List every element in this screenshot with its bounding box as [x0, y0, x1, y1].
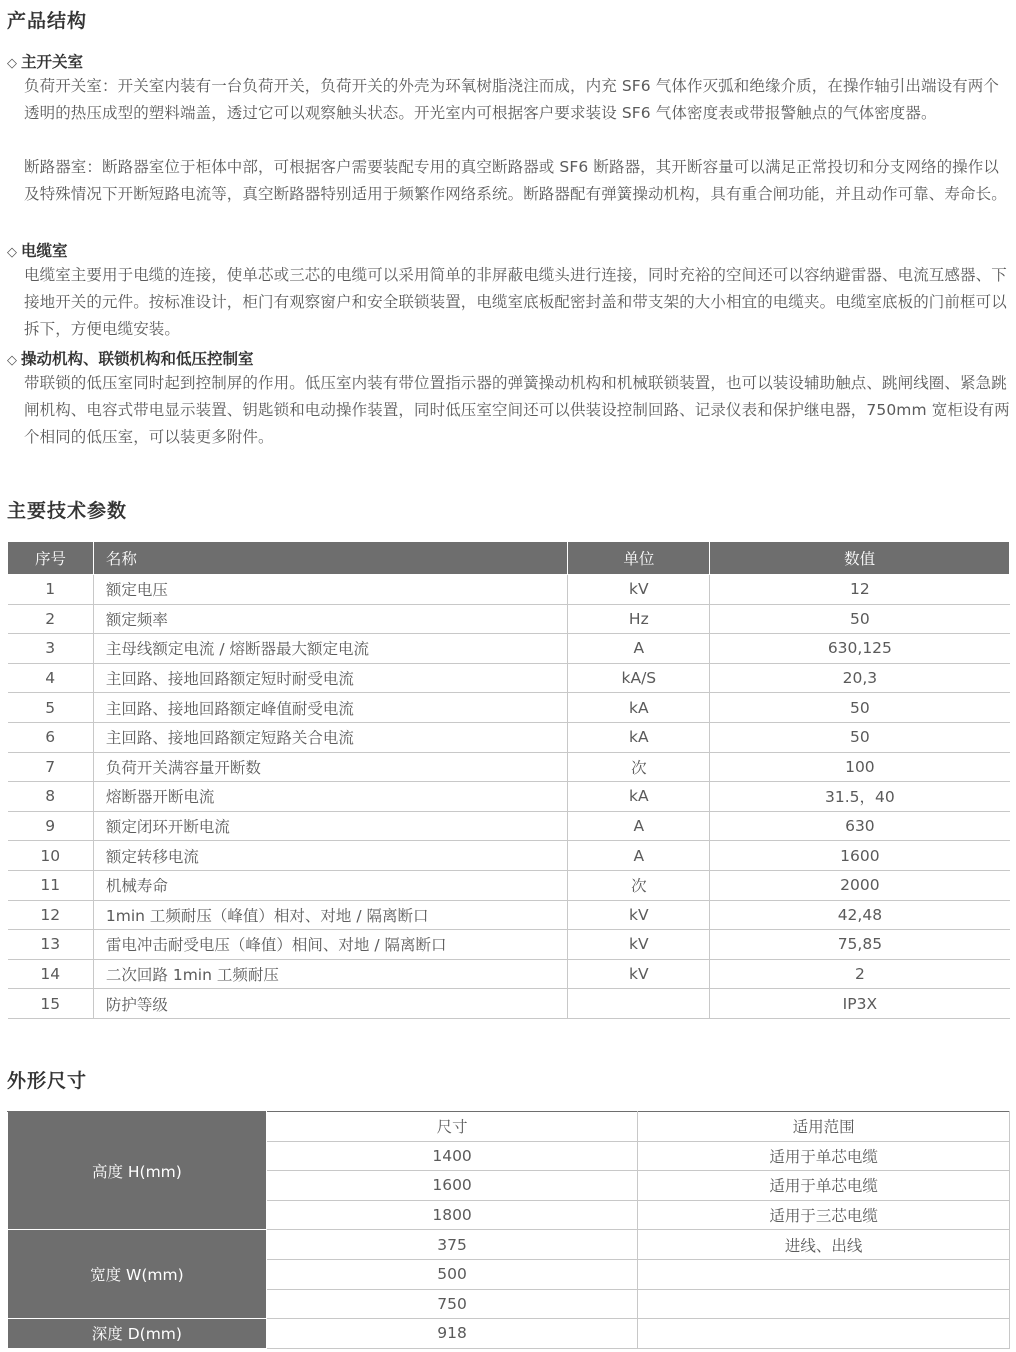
header-unit: 单位: [568, 542, 710, 575]
table-row: [8, 989, 1010, 1019]
row-value: 12: [710, 575, 1010, 605]
row-index: 3: [8, 634, 94, 664]
row-unit: kA: [568, 693, 710, 723]
table-cell: 918: [266, 1319, 638, 1349]
subheading-text: 主开关室: [21, 53, 84, 71]
row-name: 主回路、接地回路额定短时耐受电流: [93, 663, 567, 693]
row-unit: kA: [568, 722, 710, 752]
row-value: 630: [710, 811, 1010, 841]
paragraph-cable-room: 电缆室主要用于电缆的连接，使单芯或三芯的电缆可以采用简单的非屏蔽电缆头进行连接，同时充裕的空间还可以容纳避雷器、电流互感器、下接地开关的元件。按标准设计，柜门有观察窗户和安全联锁装置，电缆室底板配密封盖和带支架的大小相宜的电缆夹。电缆室底板的门前框可以拆下，方便电缆安装。: [24, 266, 1007, 338]
table-cell: 375: [266, 1230, 638, 1260]
row-name: 负荷开关满容量开断数: [93, 752, 567, 782]
row-name: 主母线额定电流 / 熔断器最大额定电流: [93, 634, 567, 664]
row-index: 7: [8, 752, 94, 782]
table-cell: 适用于单芯电缆: [638, 1141, 1010, 1171]
row-name: 额定频率: [93, 604, 567, 634]
table-row: [8, 1230, 1010, 1260]
row-unit: kV: [568, 959, 710, 989]
table-row: [8, 1319, 1010, 1349]
header-index: 序号: [8, 542, 94, 575]
subheading-operating-mechanism: [7, 347, 254, 369]
row-index: 15: [8, 989, 94, 1019]
header-value: 数值: [710, 542, 1010, 575]
row-name: 额定转移电流: [93, 841, 567, 871]
row-name: 防护等级: [93, 989, 567, 1019]
row-unit: A: [568, 841, 710, 871]
table-cell: 750: [266, 1289, 638, 1319]
row-index: 8: [8, 782, 94, 812]
table-row: [8, 634, 1010, 664]
row-index: 12: [8, 900, 94, 930]
row-unit: kA: [568, 782, 710, 812]
table-cell: [638, 1289, 1010, 1319]
row-unit: 次: [568, 870, 710, 900]
table-row: [8, 811, 1010, 841]
row-name: 机械寿命: [93, 870, 567, 900]
row-unit: [568, 989, 710, 1019]
row-unit: A: [568, 811, 710, 841]
table-row: [8, 722, 1010, 752]
row-name: 额定闭环开断电流: [93, 811, 567, 841]
table-row: [8, 604, 1010, 634]
row-name: 雷电冲击耐受电压（峰值）相间、对地 / 隔离断口: [93, 930, 567, 960]
table-row: [8, 693, 1010, 723]
row-index: 1: [8, 575, 94, 605]
table-row: [8, 663, 1010, 693]
width-label: 宽度 W(mm): [8, 1230, 267, 1319]
row-index: 10: [8, 841, 94, 871]
row-value: 2: [710, 959, 1010, 989]
row-name: 1min 工频耐压（峰值）相对、对地 / 隔离断口: [93, 900, 567, 930]
row-value: 2000: [710, 870, 1010, 900]
row-index: 5: [8, 693, 94, 723]
header-range: 适用范围: [638, 1112, 1010, 1142]
depth-label: 深度 D(mm): [8, 1319, 267, 1349]
table-cell: 适用于三芯电缆: [638, 1200, 1010, 1230]
table-cell: 进线、出线: [638, 1230, 1010, 1260]
row-value: 50: [710, 604, 1010, 634]
diamond-bullet-icon: ◇: [7, 56, 17, 71]
table-cell: 1600: [266, 1171, 638, 1201]
row-unit: kA/S: [568, 663, 710, 693]
row-value: 1600: [710, 841, 1010, 871]
header-name: 名称: [93, 542, 567, 575]
table-cell: 500: [266, 1259, 638, 1289]
table-header-row: [8, 542, 1010, 575]
row-value: 50: [710, 722, 1010, 752]
row-value: IP3X: [710, 989, 1010, 1019]
section-title-dimensions: 外形尺寸: [7, 1070, 88, 1092]
subheading-text: 电缆室: [21, 242, 68, 260]
row-name: 额定电压: [93, 575, 567, 605]
row-name: 熔断器开断电流: [93, 782, 567, 812]
row-value: 100: [710, 752, 1010, 782]
row-index: 11: [8, 870, 94, 900]
dimensions-table: [7, 1111, 1010, 1349]
diamond-bullet-icon: ◇: [7, 353, 17, 368]
paragraph-load-switch-room: 负荷开关室：开关室内装有一台负荷开关，负荷开关的外壳为环氧树脂浇注而成，内充 SF6 气体作灭弧和绝缘介质，在操作轴引出端设有两个透明的热压成型的塑料端盖，透过它可以观察触头状态。开光室内可根据客户要求装设 SF6 气体密度表或带报警触点的气体密度器。: [24, 77, 999, 122]
row-value: 75,85: [710, 930, 1010, 960]
params-table: [7, 541, 1010, 1019]
table-cell: 适用于单芯电缆: [638, 1171, 1010, 1201]
row-index: 2: [8, 604, 94, 634]
row-unit: kV: [568, 900, 710, 930]
table-row: [8, 1112, 1010, 1142]
table-row: [8, 870, 1010, 900]
row-index: 6: [8, 722, 94, 752]
table-row: [8, 782, 1010, 812]
paragraph-breaker-room: 断路器室：断路器室位于柜体中部，可根据客户需要装配专用的真空断路器或 SF6 断路器，其开断容量可以满足正常投切和分支网络的操作以及特殊情况下开断短路电流等，真空断路器特别适用于频繁作网络系统。断路器配有弹簧操动机构，具有重合闸功能，并且动作可靠、寿命长。: [24, 158, 1007, 203]
table-row: [8, 900, 1010, 930]
table-row: [8, 752, 1010, 782]
row-value: 42,48: [710, 900, 1010, 930]
row-unit: Hz: [568, 604, 710, 634]
row-index: 13: [8, 930, 94, 960]
subheading-main-switch-room: [7, 50, 83, 72]
row-name: 主回路、接地回路额定峰值耐受电流: [93, 693, 567, 723]
table-row: [8, 930, 1010, 960]
row-unit: kV: [568, 575, 710, 605]
table-row: [8, 959, 1010, 989]
row-value: 20,3: [710, 663, 1010, 693]
table-cell: 1400: [266, 1141, 638, 1171]
subheading-text: 操动机构、联锁机构和低压控制室: [21, 350, 254, 368]
table-cell: 1800: [266, 1200, 638, 1230]
row-index: 4: [8, 663, 94, 693]
header-size: 尺寸: [266, 1112, 638, 1142]
row-name: 二次回路 1min 工频耐压: [93, 959, 567, 989]
row-index: 14: [8, 959, 94, 989]
section-title-structure: 产品结构: [7, 10, 88, 32]
row-value: 50: [710, 693, 1010, 723]
paragraph-low-voltage-room: 带联锁的低压室同时起到控制屏的作用。低压室内装有带位置指示器的弹簧操动机构和机械联锁装置，也可以装设辅助触点、跳闸线圈、紧急跳闸机构、电容式带电显示装置、钥匙锁和电动操作装置，同时低压室空间还可以供装设控制回路、记录仪表和保护继电器，750mm 宽柜设有两个相同的低压室，可以装更多附件。: [24, 374, 1010, 446]
table-row: [8, 575, 1010, 605]
row-unit: kV: [568, 930, 710, 960]
row-value: 31.5，40: [710, 782, 1010, 812]
height-label: 高度 H(mm): [8, 1112, 267, 1230]
table-cell: [638, 1259, 1010, 1289]
subheading-cable-room: [7, 239, 68, 261]
diamond-bullet-icon: ◇: [7, 245, 17, 260]
row-unit: 次: [568, 752, 710, 782]
row-name: 主回路、接地回路额定短路关合电流: [93, 722, 567, 752]
row-index: 9: [8, 811, 94, 841]
table-cell: [638, 1319, 1010, 1349]
section-title-params: 主要技术参数: [7, 500, 128, 522]
row-value: 630,125: [710, 634, 1010, 664]
table-row: [8, 841, 1010, 871]
row-unit: A: [568, 634, 710, 664]
